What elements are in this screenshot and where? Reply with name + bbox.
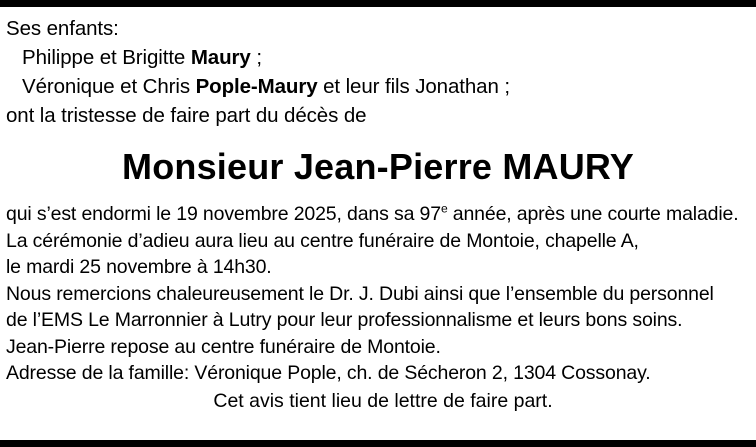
deceased-name: Monsieur Jean-Pierre MAURY xyxy=(122,146,634,187)
survivor-2-suffix: et leur fils Jonathan ; xyxy=(317,75,510,98)
detail-line-2: La cérémonie d’adieu aura lieu au centre funéraire de Montoie, chapelle A, xyxy=(6,229,639,252)
bottom-divider-rule xyxy=(0,440,756,447)
detail-line-1 xyxy=(6,201,750,228)
detail-line-4: Nous remercions chaleureusement le Dr. J. Dubi ainsi que l’ensemble du personnel xyxy=(6,282,714,305)
detail-1-superscript: e xyxy=(440,201,448,216)
survivor-line-1 xyxy=(6,43,750,72)
detail-1-after: année, après une courte maladie. xyxy=(447,203,739,225)
detail-line-5: de l’EMS Le Marronnier à Lutry pour leur professionnalisme et leurs bons soins. xyxy=(6,309,683,331)
notice-body xyxy=(0,7,756,440)
announcement-line: ont la tristesse de faire part du décès de xyxy=(6,104,367,127)
survivor-line-2 xyxy=(6,72,750,101)
closing-line: Cet avis tient lieu de lettre de faire part. xyxy=(213,389,553,412)
survivors-intro: Ses enfants: xyxy=(6,17,119,40)
survivor-1-surname: Maury xyxy=(190,46,251,69)
survivor-1-suffix: ; xyxy=(250,46,262,69)
detail-1-before: qui s’est endormi le 19 novembre 2025, dans sa 97 xyxy=(6,203,441,225)
detail-line-7: Adresse de la famille: Véronique Pople, ch. de Sécheron 2, 1304 Cossonay. xyxy=(6,362,651,384)
survivor-1-prefix: Philippe et Brigitte xyxy=(22,46,191,69)
survivor-2-surname: Pople-Maury xyxy=(195,75,318,98)
top-divider-rule xyxy=(0,0,756,7)
detail-line-3: le mardi 25 novembre à 14h30. xyxy=(6,256,272,278)
survivor-2-prefix: Véronique et Chris xyxy=(22,75,196,98)
detail-line-6: Jean-Pierre repose au centre funéraire de Montoie. xyxy=(6,335,441,358)
